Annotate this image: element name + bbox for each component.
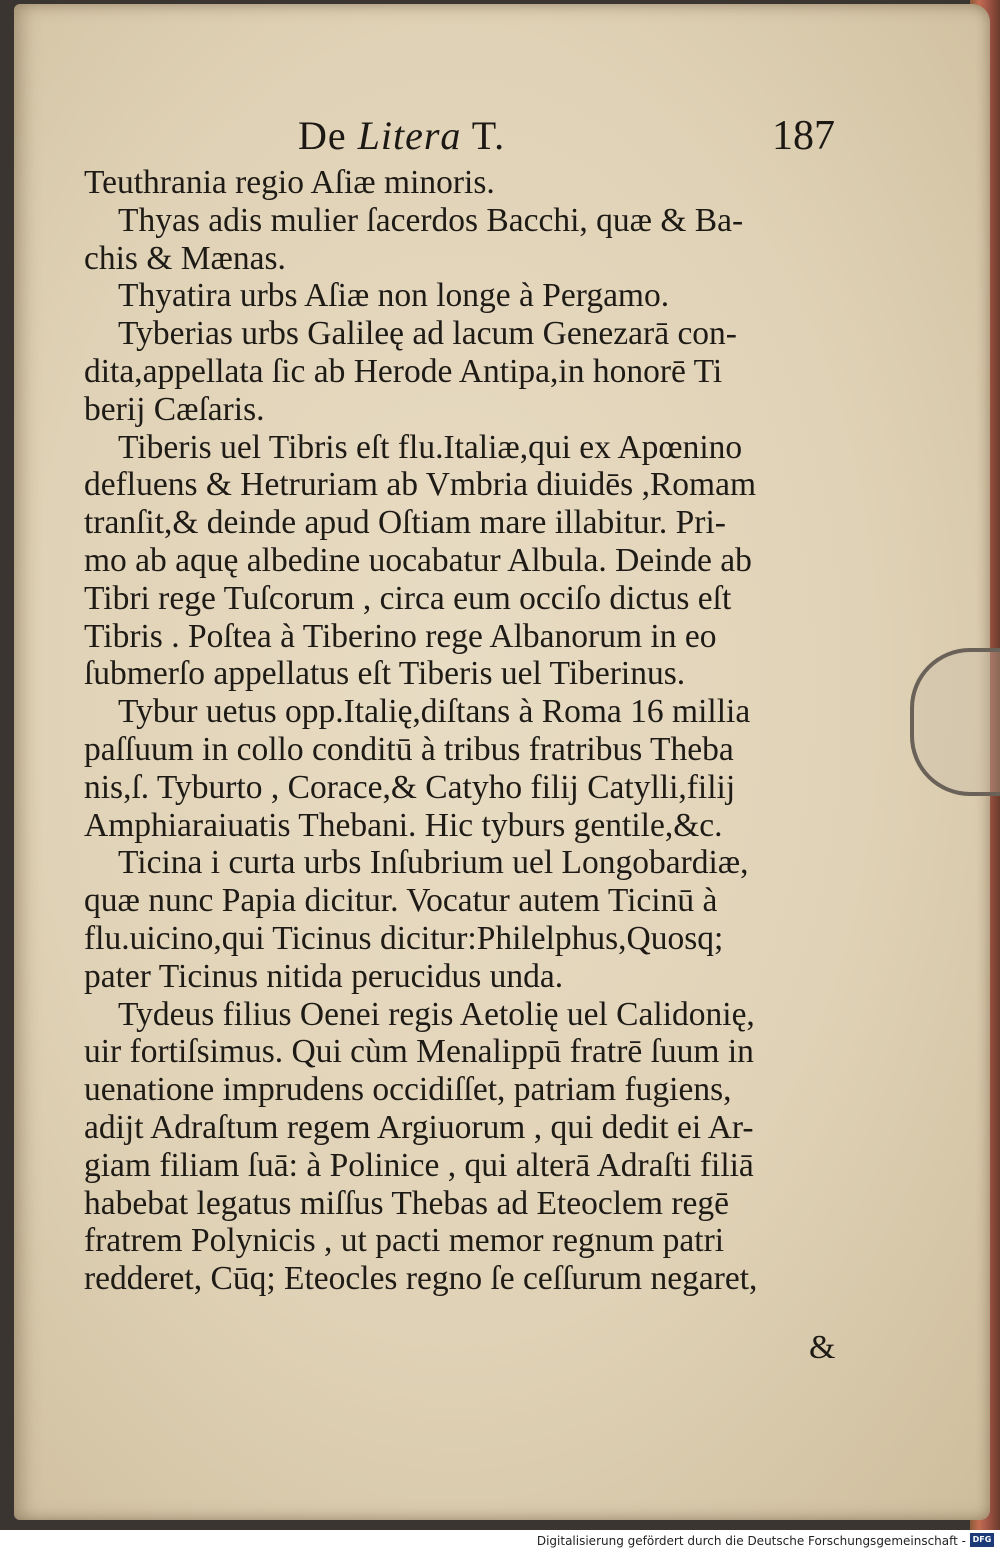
text-line: Teuthrania regio Aſiæ minoris. [84,164,495,201]
text-line: pater Ticinus nitida perucidus unda. [84,957,564,995]
book-page [14,4,990,1520]
text-line: nis,ſ. Tyburto , Corace,& Catyho filij Catylli,filij [84,768,736,806]
text-line: Thyas adis mulier ſacerdos Bacchi, quæ & Ba- [118,201,744,239]
text-line: Tibri rege Tuſcorum , circa eum occiſo dictus eſt [84,579,732,617]
text-line: Tyberias urbs Galileę ad lacum Genezarā con- [118,315,737,353]
text-line: giam filiam ſuā: à Polinice , qui alterā Adraſti filiā [84,1146,754,1184]
text-line: mo ab aquę albedine uocabatur Albula. Deinde ab [84,541,752,579]
text-line: tranſit,& deinde apud Oſtiam mare illabitur. Pri- [84,504,726,542]
text-line: chis & Mænas. [84,239,286,277]
text-line: berij Cæſaris. [84,390,265,428]
text-line: Ticina i curta urbs Inſubrium uel Longobardiæ, [118,844,749,882]
text-line: fratrem Polynicis , ut pacti memor regnum patri [84,1222,725,1260]
page-number: 187 [772,113,835,159]
text-line: defluens & Hetruriam ab Vmbria diuidēs ,Romam [84,466,757,504]
footer-bar [0,1530,1000,1553]
text-line: Tibris . Poſtea à Tiberino rege Albanorum in eo [84,617,717,655]
text-line: habebat legatus miſſus Thebas ad Eteoclem regē [84,1184,729,1222]
body-text [84,164,844,1298]
text-line: adijt Adraſtum regem Argiuorum , qui dedit ei Ar- [84,1108,754,1146]
text-line: Tybur uetus opp.Italię,diſtans à Roma 16 millia [118,693,751,731]
text-line: uenatione imprudens occidiſſet, patriam fugiens, [84,1071,732,1109]
text-line: flu.uicino,qui Ticinus dicitur:Philelphus,Quosq; [84,919,724,957]
page-clip [910,648,1000,796]
text-line: redderet, Cūq; Eteocles regno ſe ceſſurum negaret, [84,1260,758,1298]
text-line: uir fortiſsimus. Qui cùm Menalippū fratrē ſuum in [84,1033,754,1071]
page-header [14,112,990,162]
catchword: & [809,1329,836,1366]
funding-credit: Digitalisierung gefördert durch die Deutsche Forschungsgemeinschaft - [536,1534,966,1548]
text-line: Tiberis uel Tibris eſt flu.Italiæ,qui ex Apœnino [118,428,743,466]
running-head-t: T. [471,113,506,158]
text-line: ſubmerſo appellatus eſt Tiberis uel Tiberinus. [84,655,686,693]
running-head-litera: Litera [357,113,462,158]
text-line: Amphiaraiuatis Thebani. Hic tyburs gentile,&c. [84,806,723,844]
running-head [298,112,505,159]
text-line: Tydeus filius Oenei regis Aetolię uel Calidonię, [118,995,755,1033]
text-line: dita,appellata ſic ab Herode Antipa,in honorē Ti [84,352,723,390]
text-line: Thyatira urbs Aſiæ non longe à Pergamo. [118,277,670,315]
dfg-logo-icon: DFG [970,1533,994,1547]
text-line: paſſuum in collo conditū à tribus fratribus Theba [84,730,734,768]
text-line: quæ nunc Papia dicitur. Vocatur autem Ticinū à [84,882,718,920]
running-head-de: De [298,113,347,158]
